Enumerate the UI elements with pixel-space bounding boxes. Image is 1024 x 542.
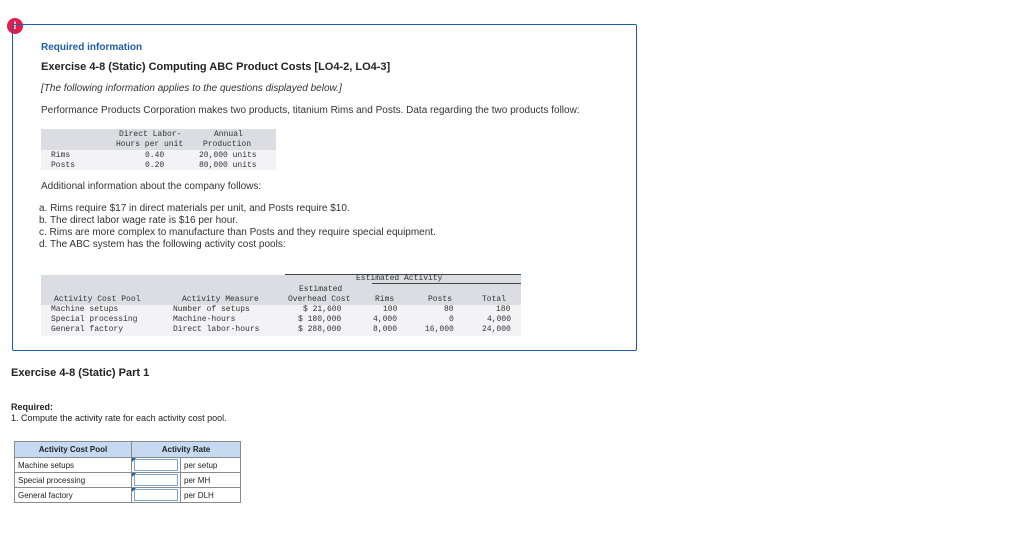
rims-header: Rims	[375, 295, 395, 304]
overhead-cost: $ 180,000	[298, 315, 342, 324]
posts-activity: 16,000	[425, 325, 454, 334]
info-item-a: a. Rims require $17 in direct materials per unit, and Posts require $10.	[39, 203, 350, 214]
table-row	[15, 488, 241, 503]
special-processing-rate-input[interactable]	[134, 474, 178, 486]
rims-activity: 4,000	[373, 315, 398, 324]
rims-activity: 8,000	[373, 325, 398, 334]
product-hours: 0.20	[145, 161, 165, 170]
total-activity: 24,000	[482, 325, 511, 334]
general-factory-rate-input[interactable]	[134, 489, 178, 501]
overhead-cost: $ 288,000	[298, 325, 342, 334]
estimated-activity-header: Estimated Activity	[356, 274, 443, 283]
overhead-header-line2: Overhead Cost	[288, 295, 351, 304]
total-activity: 180	[496, 305, 511, 314]
machine-setups-rate-input[interactable]	[134, 459, 178, 471]
activity-cost-pools-table	[41, 274, 521, 336]
product-production: 80,000 units	[199, 161, 257, 170]
table-row	[15, 458, 241, 473]
header-dlh-line2: Hours per unit	[116, 140, 184, 149]
info-item-d: d. The ABC system has the following activity cost pools:	[39, 239, 286, 250]
additional-info-heading: Additional information about the company follows:	[41, 181, 262, 192]
activity-measure: Number of setups	[173, 305, 250, 314]
table-row	[15, 473, 241, 488]
activity-rate-answer-table	[14, 441, 241, 503]
overhead-cost: $ 21,600	[303, 305, 342, 314]
product-hours: 0.40	[145, 151, 165, 160]
alert-icon: !	[7, 18, 23, 34]
header-annual-line2: Production	[203, 140, 252, 149]
intro-text: Performance Products Corporation makes two products, titanium Rims and Posts. Data regarding the two products follow:	[41, 105, 580, 116]
rims-activity: 100	[383, 305, 398, 314]
overhead-header-line1: Estimated	[299, 285, 343, 294]
rate-unit: per DLH	[181, 488, 241, 503]
part-title: Exercise 4-8 (Static) Part 1	[11, 367, 150, 379]
rate-unit: per MH	[181, 473, 241, 488]
activity-measure: Machine-hours	[173, 315, 236, 324]
header-annual-line1: Annual	[214, 130, 243, 139]
posts-activity: 80	[444, 305, 454, 314]
pool-label: Special processing	[15, 473, 132, 488]
required-text: 1. Compute the activity rate for each activity cost pool.	[11, 413, 227, 423]
total-header: Total	[482, 295, 507, 304]
product-name: Rims	[51, 151, 71, 160]
applies-note: [The following information applies to the questions displayed below.]	[41, 83, 342, 94]
rate-unit: per setup	[181, 458, 241, 473]
pool-header: Activity Cost Pool	[54, 295, 141, 304]
exercise-title: Exercise 4-8 (Static) Computing ABC Product Costs [LO4-2, LO4-3]	[41, 61, 391, 73]
col-activity-cost-pool: Activity Cost Pool	[15, 442, 132, 458]
required-label: Required:	[11, 402, 54, 412]
info-item-c: c. Rims are more complex to manufacture than Posts and they require special equipment.	[39, 227, 436, 238]
total-activity: 4,000	[487, 315, 512, 324]
posts-activity: 0	[449, 315, 454, 324]
info-item-b: b. The direct labor wage rate is $16 per hour.	[39, 215, 238, 226]
section-label: Required information	[41, 42, 143, 53]
pool-label: Machine setups	[15, 458, 132, 473]
posts-header: Posts	[428, 295, 453, 304]
product-production: 20,000 units	[199, 151, 257, 160]
header-dlh-line1: Direct Labor-	[119, 130, 182, 139]
pool-name: Machine setups	[51, 305, 119, 314]
pool-name: General factory	[51, 325, 124, 334]
pool-label: General factory	[15, 488, 132, 503]
measure-header: Activity Measure	[182, 295, 259, 304]
required-information-panel	[12, 24, 637, 351]
product-name: Posts	[51, 161, 76, 170]
activity-measure: Direct labor-hours	[173, 325, 260, 334]
pool-name: Special processing	[51, 315, 138, 324]
col-activity-rate: Activity Rate	[132, 442, 241, 458]
